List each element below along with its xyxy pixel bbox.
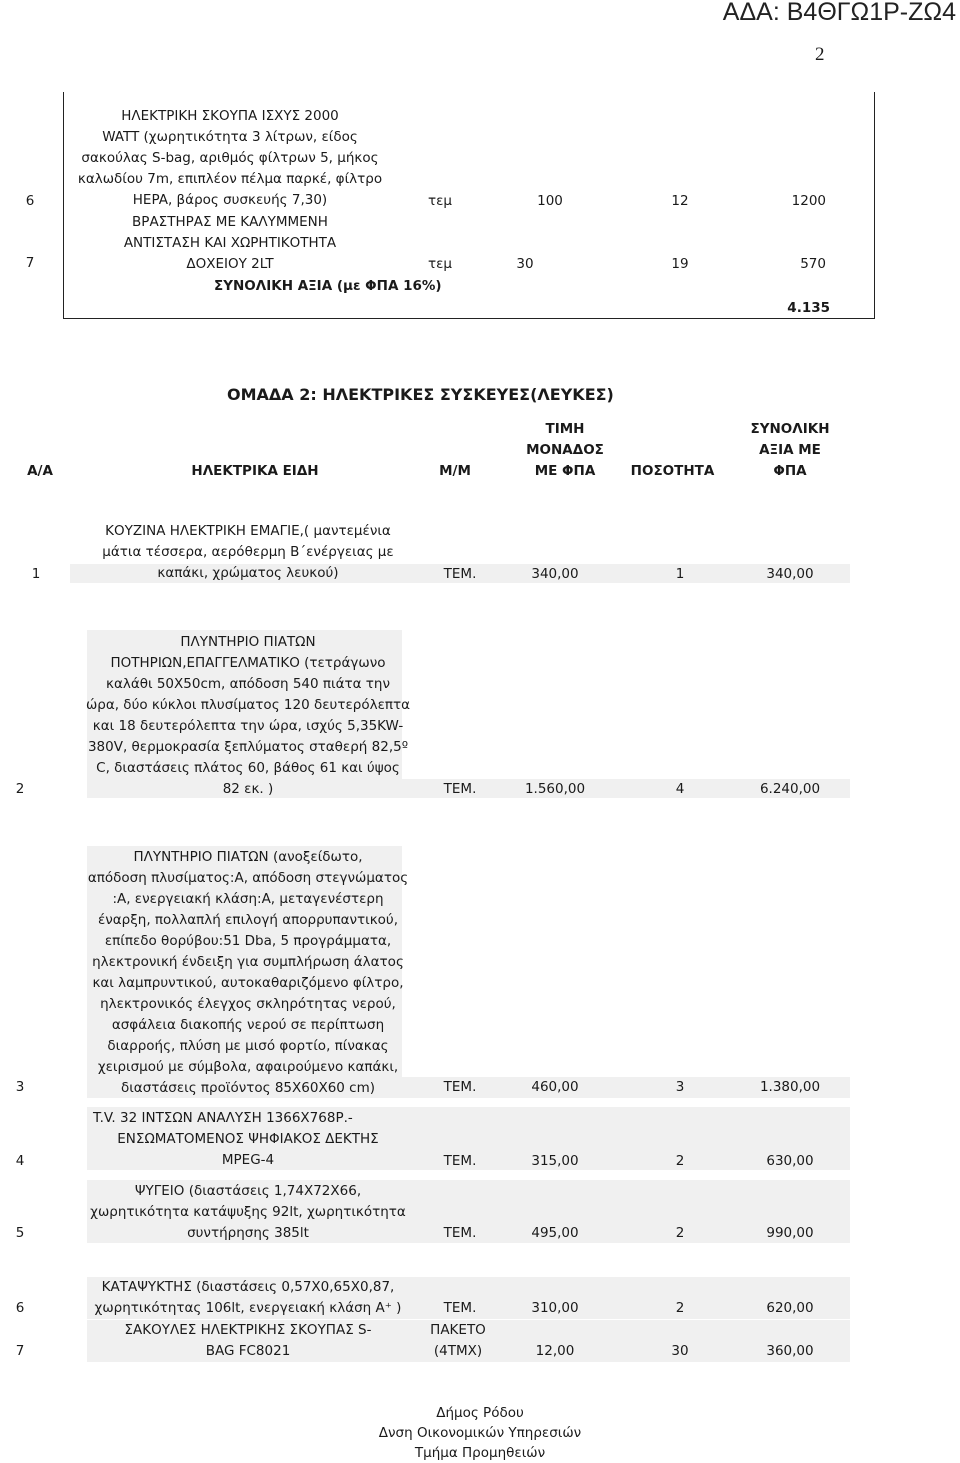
quantity: 1 <box>675 566 685 582</box>
total-value: 360,00 <box>766 1343 814 1359</box>
unit: ΤΕΜ. <box>443 781 477 797</box>
item-description: ΨΥΓΕΙΟ (διαστάσεις 1,74Χ72Χ66, χωρητικότητα κατάψυξης 92lt, χωρητικότητα συντήρησης 385lt <box>90 1183 406 1241</box>
total-label: ΣΥΝΟΛΙΚΗ ΑΞΙΑ (με ΦΠΑ 16%) <box>214 278 442 294</box>
unit-price: 460,00 <box>531 1079 579 1095</box>
quantity: 4 <box>675 781 685 797</box>
header-aa: Α/Α <box>27 463 53 479</box>
footer-line: Δνση Οικονομικών Υπηρεσιών <box>378 1425 582 1441</box>
unit-price: 1.560,00 <box>524 781 586 797</box>
row-number: 6 <box>25 193 35 209</box>
header-item: ΗΛΕΚΤΡΙΚΑ ΕΙΔΗ <box>191 463 319 479</box>
total-value: 620,00 <box>766 1300 814 1316</box>
footer-line: Τμήμα Προμηθειών <box>414 1445 546 1461</box>
unit: ΤΕΜ. <box>443 566 477 582</box>
row-number: 7 <box>25 255 35 271</box>
row-number: 7 <box>15 1343 25 1359</box>
total-value: 990,00 <box>766 1225 814 1241</box>
item-description: ΣΑΚΟΥΛΕΣ ΗΛΕΚΤΡΙΚΗΣ ΣΚΟΥΠΑΣ S- BAG FC8021 <box>124 1322 372 1359</box>
item-description: ΚΟΥΖΙΝΑ ΗΛΕΚΤΡΙΚΗ ΕΜΑΓΙΕ,( μαντεμένια μάτια τέσσερα, αερόθερμη Β΄ενέργειας με καπάκι, χρώματος λευκού) <box>102 523 394 581</box>
unit-price: 495,00 <box>531 1225 579 1241</box>
item-description: ΒΡΑΣΤΗΡΑΣ ΜΕ ΚΑΛΥΜΜΕΝΗ ΑΝΤΙΣΤΑΣΗ ΚΑΙ ΧΩΡΗΤΙΚΟΤΗΤΑ ΔΟΧΕΙΟΥ 2LT <box>123 214 337 272</box>
total-value: 570 <box>800 256 826 272</box>
unit-price: 30 <box>516 256 534 272</box>
unit: ΤΕΜ. <box>443 1153 477 1169</box>
quantity: 2 <box>675 1300 685 1316</box>
unit: ΤΕΜ. <box>443 1079 477 1095</box>
unit: ΤΕΜ. <box>443 1300 477 1316</box>
quantity: 2 <box>675 1153 685 1169</box>
unit-price: 315,00 <box>531 1153 579 1169</box>
item-description: T.V. 32 ΙΝΤΣΩΝ ΑΝΑΛΥΣΗ 1366Χ768Ρ.- ΕΝΣΩΜΑΤΟΜΕΝΟΣ ΨΗΦΙΑΚΟΣ ΔΕΚΤΗΣ MPEG-4 <box>93 1110 379 1168</box>
unit: ΠΑΚΕΤΟ (4ΤΜΧ) <box>430 1322 486 1359</box>
quantity: 12 <box>671 193 689 209</box>
total-value: 1200 <box>791 193 826 209</box>
total-value: 6.240,00 <box>759 781 821 797</box>
header-price: ΤΙΜΗ ΜΟΝΑΔΟΣ ΜΕ ΦΠΑ <box>526 421 604 479</box>
unit-price: 100 <box>537 193 563 209</box>
total-value: 630,00 <box>766 1153 814 1169</box>
row-number: 1 <box>31 566 41 582</box>
quantity: 3 <box>675 1079 685 1095</box>
group-title: ΟΜΑΔΑ 2: ΗΛΕΚΤΡΙΚΕΣ ΣΥΣΚΕΥΕΣ(ΛΕΥΚΕΣ) <box>227 385 614 404</box>
ada-code: ΑΔΑ: Β4ΘΓΩ1Ρ-ΖΩ4 <box>722 0 956 26</box>
row-number: 6 <box>15 1300 25 1316</box>
header-qty: ΠΟΣΟΤΗΤΑ <box>630 463 715 479</box>
footer <box>0 1403 960 1463</box>
row-number: 2 <box>15 781 25 797</box>
unit-price: 340,00 <box>531 566 579 582</box>
unit: τεμ <box>427 193 452 209</box>
unit: ΤΕΜ. <box>443 1225 477 1241</box>
quantity: 2 <box>675 1225 685 1241</box>
row-number: 5 <box>15 1225 25 1241</box>
page-number: 2 <box>815 44 825 65</box>
total-value: 1.380,00 <box>759 1079 821 1095</box>
quantity: 30 <box>671 1343 689 1359</box>
item-description: ΚΑΤΑΨΥΚΤΗΣ (διαστάσεις 0,57Χ0,65Χ0,87, χωρητικότητας 106lt, ενεργειακή κλάση Α⁺ ) <box>94 1279 402 1316</box>
total-value: 340,00 <box>766 566 814 582</box>
unit-price: 12,00 <box>535 1343 575 1359</box>
item-description: ΗΛΕΚΤΡΙΚΗ ΣΚΟΥΠΑ ΙΣΧΥΣ 2000 WATT (χωρητικότητα 3 λίτρων, είδος σακούλας S-bag, αριθμός φίλτρων 5, μήκος καλωδίου 7m, επιπλέον πέλμα παρκέ, φίλτρο HEPA, βάρος συσκευής 7,30) <box>77 108 383 208</box>
header-total: ΣΥΝΟΛΙΚΗ ΑΞΙΑ ΜΕ ΦΠΑ <box>750 421 830 479</box>
total-amount: 4.135 <box>787 300 830 316</box>
item-description: ΠΛΥΝΤΗΡΙΟ ΠΙΑΤΩΝ ΠΟΤΗΡΙΩΝ,ΕΠΑΓΓΕΛΜΑΤΙΚΟ (τετράγωνο καλάθι 50Χ50cm, απόδοση 540 πιάτα την ώρα, δύο κύκλοι πλυσίματος 120 δευτερόλεπτα και 18 δευτερόλεπτα την ώρα, ισχύς 5,35KW- 380V, θερμοκρασία ξεπλύματος σταθερή 82,5º C, διαστάσεις πλάτος 60, βάθος 61 και ύψος 82 εκ. ) <box>85 634 411 797</box>
header-unit: Μ/Μ <box>439 463 471 479</box>
unit: τεμ <box>427 256 452 272</box>
unit-price: 310,00 <box>531 1300 579 1316</box>
footer-line: Δήμος Ρόδου <box>436 1405 524 1421</box>
item-description: ΠΛΥΝΤΗΡΙΟ ΠΙΑΤΩΝ (ανοξείδωτο, απόδοση πλυσίματος:Α, απόδοση στεγνώματος :Α, ενεργειακή κλάση:Α, μεταγενέστερη έναρξη, πολλαπλή επιλογή απορρυπαντικού, επίπεδο θορύβου:51 Dba, 5 προγράμματα, ηλεκτρονική ένδειξη για συμπλήρωση άλατος και λαμπρυντικού, αυτοκαθαριζόμενο φίλτρο, ηλεκτρονικός έλεγχος σκληρότητας νερού, ασφάλεια διακοπής νερού σε περίπτωση διαρροής, πλύση με μισό φορτίο, πίνακας χειρισμού με σύμβολα, αφαιρούμενο καπάκι, διαστάσεις προϊόντος 85Χ60Χ60 cm) <box>87 849 409 1096</box>
row-number: 4 <box>15 1153 25 1169</box>
row-number: 3 <box>15 1079 25 1095</box>
quantity: 19 <box>671 256 689 272</box>
